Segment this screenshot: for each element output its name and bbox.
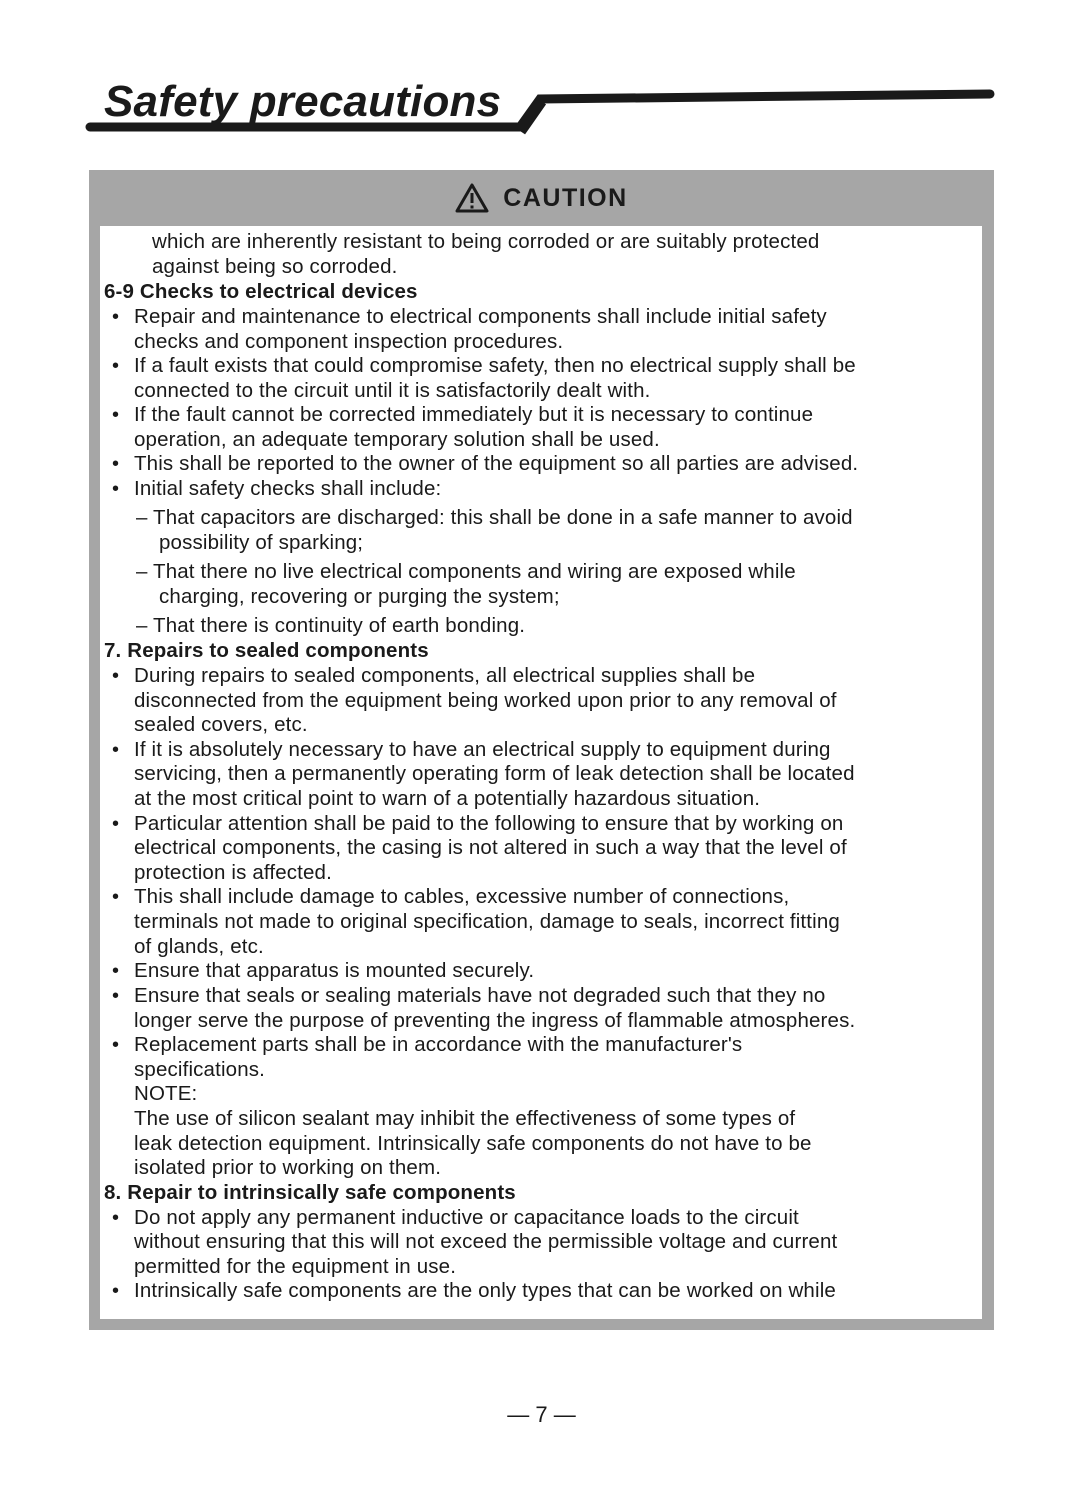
bullet-point: • xyxy=(112,478,120,500)
text-line: Intrinsically safe components are the only types that can be worked on while xyxy=(134,1279,836,1302)
text-line: servicing, then a permanently operating form of leak detection shall be located xyxy=(134,762,855,785)
section-heading: 7. Repairs to sealed components xyxy=(104,639,429,662)
page-header xyxy=(0,0,1083,150)
text-line: Initial safety checks shall include: xyxy=(134,477,442,500)
text-line: of glands, etc. xyxy=(134,935,264,958)
warning-triangle-icon xyxy=(455,183,489,213)
page-number: — 7 — xyxy=(507,1402,576,1427)
text-line: Do not apply any permanent inductive or capacitance loads to the circuit xyxy=(134,1206,799,1229)
text-line: If a fault exists that could compromise safety, then no electrical supply shall be xyxy=(134,354,856,377)
text-line: specifications. xyxy=(134,1058,266,1081)
text-line: disconnected from the equipment being worked upon prior to any removal of xyxy=(134,689,837,712)
bullet-point: • xyxy=(112,355,120,377)
text-line: The use of silicon sealant may inhibit the effectiveness of some types of xyxy=(134,1107,796,1130)
text-line: at the most critical point to warn of a potentially hazardous situation. xyxy=(134,787,761,810)
text-line: protection is affected. xyxy=(134,861,332,884)
bullet-point: • xyxy=(112,1034,120,1056)
bullet-point: • xyxy=(112,1280,120,1302)
bullet-point: • xyxy=(112,453,120,475)
bullet-point: • xyxy=(112,404,120,426)
text-line: terminals not made to original specification, damage to seals, incorrect fitting xyxy=(134,910,840,933)
text-line: Ensure that apparatus is mounted securely. xyxy=(134,959,535,982)
bullet-point: • xyxy=(112,960,120,982)
text-line: against being so corroded. xyxy=(152,255,398,278)
text-line: possibility of sparking; xyxy=(159,531,364,554)
text-line: sealed covers, etc. xyxy=(134,713,308,736)
text-line: charging, recovering or purging the system; xyxy=(159,585,560,608)
bullet-point: • xyxy=(112,1207,120,1229)
text-line: Ensure that seals or sealing materials have not degraded such that they no xyxy=(134,984,826,1007)
text-line: operation, an adequate temporary solution shall be used. xyxy=(134,428,660,451)
text-line: If the fault cannot be corrected immediately but it is necessary to continue xyxy=(134,403,814,426)
text-line: which are inherently resistant to being corroded or are suitably protected xyxy=(152,230,820,253)
text-line: Particular attention shall be paid to the following to ensure that by working on xyxy=(134,812,844,835)
section-heading: 6-9 Checks to electrical devices xyxy=(104,280,418,303)
text-line: This shall include damage to cables, excessive number of connections, xyxy=(134,885,790,908)
bullet-point: • xyxy=(112,985,120,1007)
text-line: Replacement parts shall be in accordance with the manufacturer's xyxy=(134,1033,743,1056)
text-line: During repairs to sealed components, all electrical supplies shall be xyxy=(134,664,756,687)
page-title: Safety precautions xyxy=(104,77,502,126)
text-line: – That capacitors are discharged: this shall be done in a safe manner to avoid xyxy=(136,506,853,529)
text-line: permitted for the equipment in use. xyxy=(134,1255,457,1278)
caution-box xyxy=(89,170,994,1330)
text-line: electrical components, the casing is not altered in such a way that the level of xyxy=(134,836,847,859)
text-line: NOTE: xyxy=(134,1082,198,1105)
caution-header xyxy=(89,170,994,226)
bullet-point: • xyxy=(112,665,120,687)
text-line: connected to the circuit until it is satisfactorily dealt with. xyxy=(134,379,651,402)
text-line: longer serve the purpose of preventing the ingress of flammable atmospheres. xyxy=(134,1009,856,1032)
text-line: without ensuring that this will not exceed the permissible voltage and current xyxy=(134,1230,838,1253)
bullet-point: • xyxy=(112,306,120,328)
bullet-point: • xyxy=(112,886,120,908)
text-line: – That there no live electrical components and wiring are exposed while xyxy=(136,560,796,583)
text-line: Repair and maintenance to electrical components shall include initial safety xyxy=(134,305,827,328)
section-heading: 8. Repair to intrinsically safe components xyxy=(104,1181,516,1204)
text-line: If it is absolutely necessary to have an electrical supply to equipment during xyxy=(134,738,831,761)
text-line: – That there is continuity of earth bonding. xyxy=(136,614,526,637)
title-underline-decoration xyxy=(0,0,1083,150)
text-line: leak detection equipment. Intrinsically safe components do not have to be xyxy=(134,1132,812,1155)
caution-content xyxy=(100,226,982,1319)
caution-label: CAUTION xyxy=(503,183,628,212)
bullet-point: • xyxy=(112,813,120,835)
text-line: checks and component inspection procedures. xyxy=(134,330,564,353)
text-line: This shall be reported to the owner of the equipment so all parties are advised. xyxy=(134,452,859,475)
bullet-point: • xyxy=(112,739,120,761)
text-line: isolated prior to working on them. xyxy=(134,1156,442,1179)
